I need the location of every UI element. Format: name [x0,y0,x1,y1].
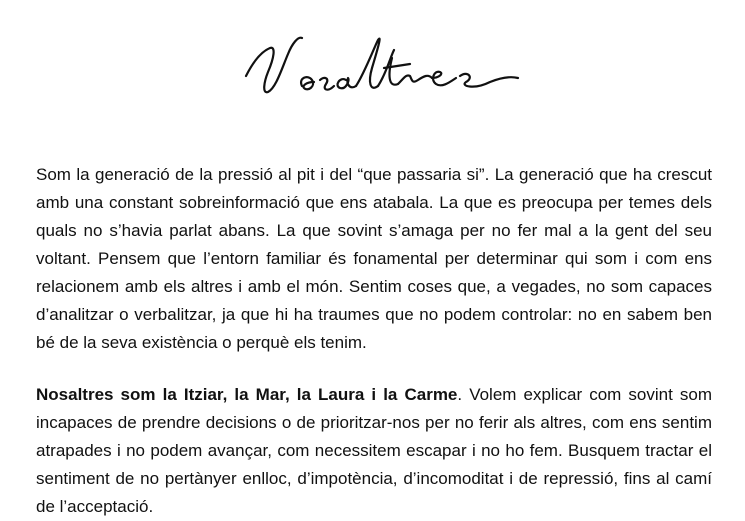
handwritten-logo-icon [228,28,528,108]
members-body: . Volem explicar com sovint som incapaces de prendre decisions o de prioritzar-nos per no ferir als altres, com ens sentim atrapades i no podem avançar, com necessitem escapar i no ho fem. Busquem tractar el sentiment de no pertànyer enlloc, d’impotència, d’incomoditat i de repressió, fins al camí de l’acceptació. [36,385,712,516]
intro-paragraph: Som la generació de la pressió al pit i del “que passaria si”. La generació que ha crescut amb una constant sobreinformació que ens atabala. La que es preocupa per temes dels quals no s’havia parlat abans. La que sovint s’amaga per no fer mal a la gent del seu voltant. Pensem que l’entorn familiar és fonamental per determinar qui som i com ens relacionem amb els altres i amb el món. Sentim coses que, a vegades, no som capaces d’analitzar o verbalitzar, ja que hi ha traumes que no podem controlar: no en sabem ben bé de la seva existència o perquè els tenim. [36,165,712,352]
nosaltres-logo [228,28,528,108]
members-lead: Nosaltres som la Itziar, la Mar, la Laura i la Carme [36,385,458,404]
members-paragraph [36,381,712,521]
